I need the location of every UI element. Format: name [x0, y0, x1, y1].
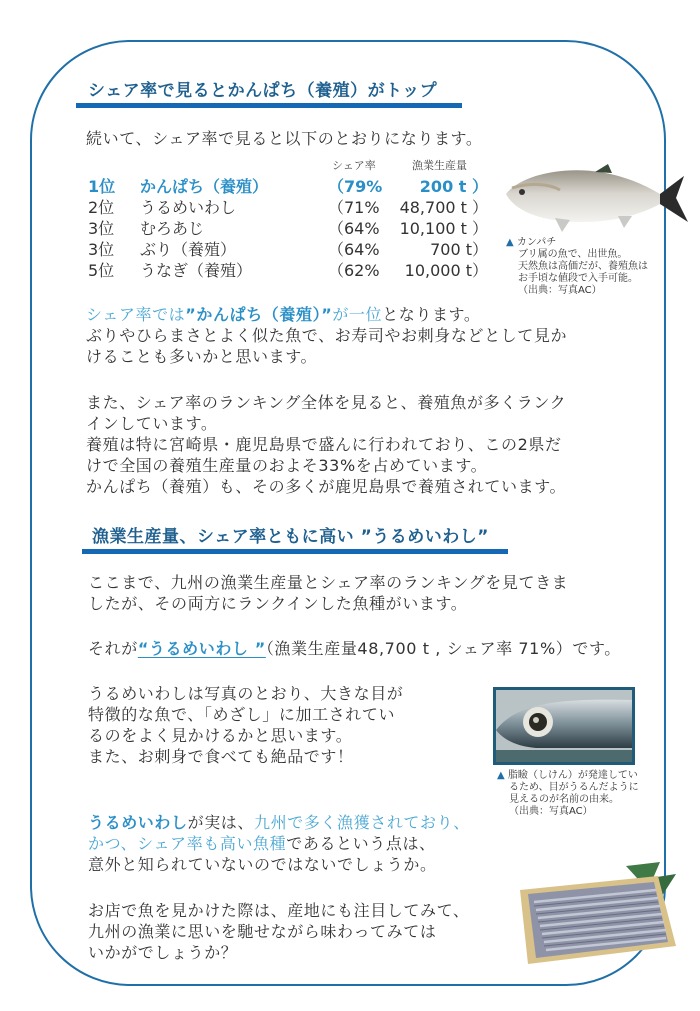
caption-line: 見えるのが名前の由来。: [509, 794, 619, 805]
triangle-marker-icon: ▲: [497, 770, 505, 781]
urume-caption: [497, 770, 639, 818]
highlight-text: が一位: [332, 305, 383, 324]
caption-line: お手頃な値段で入手可能。: [518, 273, 638, 284]
rank-number: 5位: [88, 261, 115, 280]
text-line: ぶりやひらまさとよく似た魚で、お寿司やお刺身などとして見か: [86, 326, 568, 345]
share-value: （64%: [328, 219, 380, 238]
kanpachi-photo: [500, 160, 690, 235]
fish-name: うなぎ（養殖）: [140, 261, 253, 280]
highlight-bold-text: うるめいわし: [88, 813, 188, 832]
text: となります。: [382, 305, 481, 324]
text-line: けることも多いかと思います。: [86, 347, 318, 366]
caption-title: カンパチ: [516, 237, 557, 248]
share-value: （71%: [328, 198, 380, 217]
kanpachi-caption: [506, 237, 648, 297]
caption-source: （出典：写真AC）: [518, 285, 602, 296]
section1-intro: 続いて、シェア率で見ると以下のとおりになります。: [86, 129, 483, 148]
text-line: お店で魚を見かけた際は、産地にも注目してみて、: [88, 901, 470, 920]
section1-heading: シェア率で見るとかんぱち（養殖）がトップ: [88, 81, 438, 101]
text-line: したが、その両方にランクインした魚種がいます。: [88, 594, 468, 613]
mezashi-basket-photo: [498, 850, 688, 975]
text-line: うるめいわしは写真のとおり、大きな目が: [88, 684, 404, 703]
share-value: （62%: [328, 261, 380, 280]
highlight-text: シェア率では: [86, 305, 186, 324]
fish-name: うるめいわし: [140, 198, 237, 217]
text-line: また、お刺身で食べても絶品です！: [88, 747, 354, 766]
column-header-share: シェア率: [332, 159, 376, 172]
section2-para5: [88, 900, 469, 963]
text-line: 特徴的な魚で、「めざし」に加工されてい: [88, 705, 396, 724]
text: が実は、: [187, 813, 255, 832]
production-value: 10,100 t ）: [399, 219, 488, 238]
rank-number: 2位: [88, 198, 115, 217]
text: （漁業生産量48,700 t , シェア率 71%）です。: [265, 639, 621, 658]
text-line: いかがでしょうか？: [88, 943, 238, 962]
production-value: 700 t）: [430, 240, 488, 259]
text: であるという点は、: [286, 834, 436, 853]
rank-number: 1位: [88, 177, 116, 196]
section1-para1: [86, 304, 567, 367]
share-value: （64%: [328, 240, 380, 259]
urume-iwashi-photo: [493, 687, 635, 765]
caption-line: 天然魚は高価だが、養殖魚は: [518, 261, 648, 272]
production-value: 200 t ）: [419, 177, 488, 196]
section2-para2: [88, 638, 621, 659]
caption-source: （出典：写真AC）: [509, 806, 593, 817]
rank-number: 3位: [88, 219, 115, 238]
fish-name: ぶり（養殖）: [140, 240, 237, 259]
text-line: けで全国の養殖生産量のおよそ33%を占めています。: [86, 456, 488, 475]
production-value: 10,000 t）: [404, 261, 488, 280]
highlight-text: 九州で多く漁獲されており、: [254, 813, 470, 832]
highlight-text: かつ、シェア率も高い魚種: [88, 834, 287, 853]
section2-para1: [88, 572, 568, 614]
section2-heading: 漁業生産量、シェア率ともに高い ”うるめいわし”: [92, 527, 489, 547]
urume-iwashi-link[interactable]: “うるめいわし ”: [137, 639, 266, 658]
fish-name: むろあじ: [140, 219, 205, 238]
text-line: また、シェア率のランキング全体を見ると、養殖魚が多くランク: [86, 393, 567, 412]
text: それが: [88, 639, 138, 658]
text-line: インしています。: [86, 414, 218, 433]
rank-number: 3位: [88, 240, 115, 259]
text-line: 養殖は特に宮崎県・鹿児島県で盛んに行われており、この2県だ: [86, 435, 562, 454]
section2-para4: [88, 812, 470, 875]
production-value: 48,700 t ）: [399, 198, 488, 217]
text-line: 九州の漁業に思いを馳せながら味わってみては: [88, 922, 437, 941]
section1-heading-underline: [76, 103, 462, 108]
text-line: かんぱち（養殖）も、その多くが鹿児島県で養殖されています。: [86, 477, 567, 496]
caption-title: 脂瞼（しけん）が発達してい: [507, 770, 638, 781]
share-value: （79%: [328, 177, 383, 196]
caption-line: るため、目がうるんだように: [509, 782, 639, 793]
section2-heading-underline: [82, 549, 508, 554]
text-line: ここまで、九州の漁業生産量とシェア率のランキングを見てきま: [88, 573, 569, 592]
section2-para3: [88, 683, 403, 767]
triangle-marker-icon: ▲: [506, 237, 514, 248]
fish-name: かんぱち（養殖）: [140, 177, 269, 196]
caption-line: ブリ属の魚で、出世魚。: [518, 249, 628, 260]
section1-para2: [86, 392, 566, 497]
text-line: るのをよく見かけるかと思います。: [88, 726, 353, 745]
column-header-production: 漁業生産量: [412, 159, 467, 172]
highlight-bold-text: ”かんぱち（養殖）”: [185, 305, 333, 324]
text-line: 意外と知られていないのではないでしょうか。: [88, 855, 437, 874]
